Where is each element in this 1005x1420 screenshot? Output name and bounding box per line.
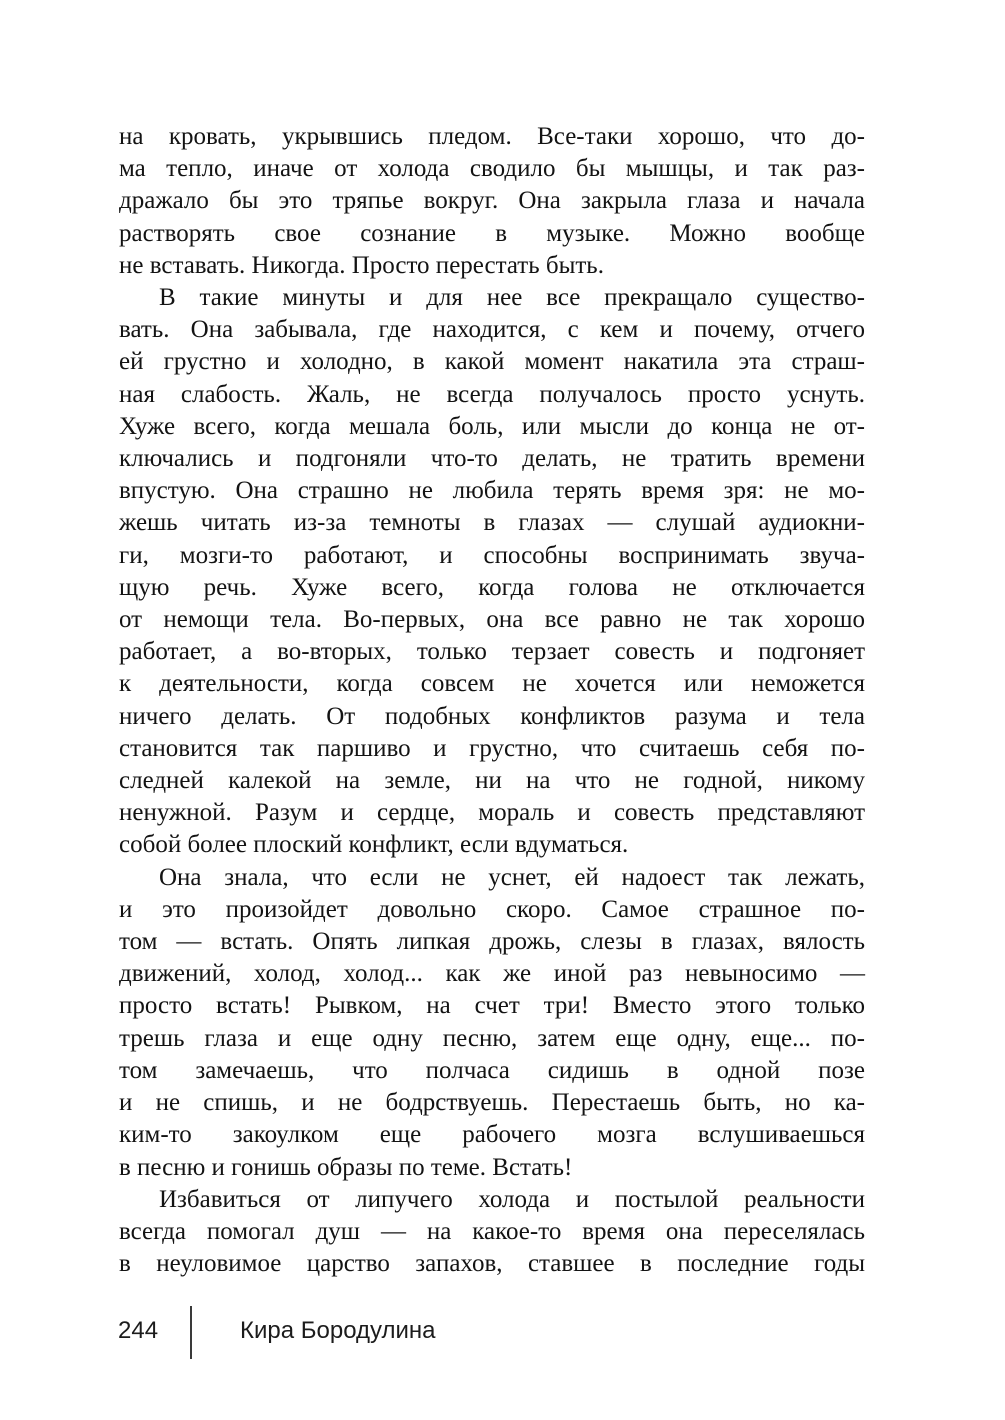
text-line: щую речь. Хуже всего, когда голова не отключается — [119, 573, 865, 601]
text-line: Хуже всего, когда мешала боль, или мысли до конца не от- — [119, 412, 865, 440]
text-line: Она знала, что если не уснет, ей надоест так лежать, — [159, 863, 865, 891]
text-line: к деятельности, когда совсем не хочется или неможется — [119, 670, 865, 698]
paragraph — [119, 862, 865, 1184]
text-line: ма тепло, иначе от холода сводило бы мышцы, и так раз- — [119, 155, 865, 183]
text-line: трешь глаза и еще одну песню, затем еще одну, еще... по- — [119, 1024, 865, 1052]
footer-divider — [190, 1306, 192, 1359]
text-line: ким-то закоулком еще рабочего мозга вслушиваешься — [119, 1121, 865, 1149]
paragraph — [119, 121, 865, 282]
text-line: на кровать, укрывшись пледом. Все-таки хорошо, что до- — [119, 123, 865, 150]
text-line: от немощи тела. Во-первых, она все равно не так хорошо — [119, 606, 865, 634]
text-line: становится так паршиво и грустно, что считаешь себя по- — [119, 734, 865, 762]
text-line: ги, мозги-то работают, и способны воспринимать звуча- — [119, 541, 865, 569]
text-line: движений, холод, холод... как же иной раз невыносимо — — [119, 960, 865, 988]
text-line: работает, а во-вторых, только терзает совесть и подгоняет — [119, 638, 865, 666]
running-author: Кира Бородулина — [240, 1317, 436, 1344]
text-line: и не спишь, и не бодрствуешь. Перестаешь быть, но ка- — [119, 1089, 865, 1117]
text-line: следней калекой на земле, ни на что не годной, никому — [119, 767, 865, 795]
text-line: в песню и гонишь образы по теме. Встать! — [119, 1153, 573, 1181]
text-line: растворять свое сознание в музыке. Можно вообще — [119, 219, 865, 247]
text-line: ключались и подгоняли что-то делать, не тратить времени — [119, 445, 865, 473]
body-text — [119, 121, 865, 1280]
text-line: ненужной. Разум и сердце, мораль и совесть представляют — [119, 799, 865, 827]
text-line: жешь читать из-за темноты в глазах — слушай аудиокни- — [119, 509, 865, 537]
text-line: просто встать! Рывком, на счет три! Вместо этого только — [119, 992, 865, 1020]
text-line: в неуловимое царство запахов, ставшее в последние годы — [119, 1250, 865, 1278]
text-line: ная слабость. Жаль, не всегда получалось просто уснуть. — [119, 380, 865, 408]
text-line: не вставать. Никогда. Просто перестать быть. — [119, 251, 604, 279]
page-number: 244 — [118, 1317, 159, 1344]
text-line: Избавиться от липучего холода и постылой реальности — [159, 1185, 865, 1213]
text-line: всегда помогал душ — на какое-то время она переселялась — [119, 1217, 865, 1245]
text-line: впустую. Она страшно не любила терять время зря: не мо- — [119, 477, 865, 505]
paragraph — [119, 282, 865, 862]
text-line: В такие минуты и для нее все прекращало существо- — [159, 284, 865, 312]
text-line: том — встать. Опять липкая дрожь, слезы в глазах, вялость — [119, 928, 865, 956]
text-line: дражало бы это тряпье вокруг. Она закрыла глаза и начала — [119, 187, 865, 215]
text-line: ничего делать. От подобных конфликтов разума и тела — [119, 702, 865, 730]
paragraph — [119, 1184, 865, 1281]
text-line: том замечаешь, что полчаса сидишь в одной позе — [119, 1056, 865, 1084]
text-line: собой более плоский конфликт, если вдуматься. — [119, 831, 629, 859]
text-line: и это произойдет довольно скоро. Самое страшное по- — [119, 895, 865, 923]
text-line: ей грустно и холодно, в какой момент накатила эта страш- — [119, 348, 865, 376]
text-line: вать. Она забывала, где находится, с кем и почему, отчего — [119, 316, 865, 344]
